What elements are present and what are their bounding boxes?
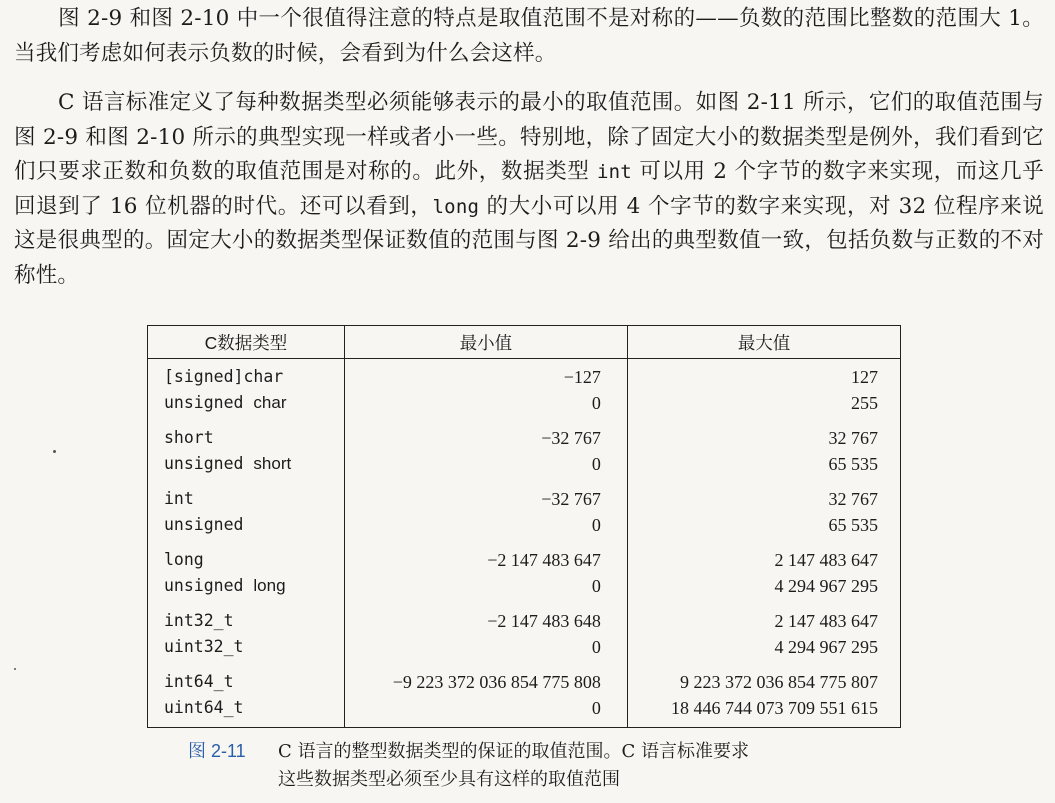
max-value: 2 147 483 647	[774, 550, 878, 570]
type-code: unsigned	[164, 393, 254, 412]
type-code: int64_t	[164, 672, 234, 691]
type-name	[164, 695, 344, 721]
caption-line-1	[188, 737, 749, 766]
figure-number: 图 2-11	[188, 741, 246, 761]
table-header-row	[148, 326, 901, 359]
type-code: unsigned	[164, 515, 244, 534]
caption-line-2: 这些数据类型必须至少具有这样的取值范围	[278, 769, 620, 790]
range-table	[147, 325, 901, 728]
header-max: 最大值	[627, 326, 900, 359]
table-row-group	[148, 665, 901, 728]
max-value: 9 223 372 036 854 775 807	[680, 672, 878, 692]
min-value: −2 147 483 648	[487, 611, 601, 631]
paragraph-1-text: 图 2-9 和图 2-10 中一个很值得注意的特点是取值范围不是对称的——负数的范围比整数的范围大 1。当我们考虑如何表示负数的时候，会看到为什么会这样。	[14, 6, 1044, 66]
type-code: uint32_t	[164, 637, 244, 656]
code-long: long	[432, 195, 480, 218]
type-code: int32_t	[164, 611, 234, 630]
max-cell	[627, 665, 900, 728]
type-name	[164, 364, 344, 390]
type-cell	[148, 482, 345, 543]
caption-text-1: C 语言的整型数据类型的保证的取值范围。C 语言标准要求	[278, 741, 749, 762]
type-code: unsigned	[164, 454, 254, 473]
max-value: 32 767	[828, 489, 878, 509]
code-int: int	[596, 161, 632, 183]
type-name	[164, 425, 344, 451]
type-code: uint64_t	[164, 698, 244, 717]
max-cell	[627, 543, 900, 604]
min-value: 0	[591, 698, 601, 718]
table-row-group	[148, 482, 901, 543]
min-value: −127	[563, 367, 601, 387]
max-cell	[627, 421, 900, 482]
max-value: 65 535	[828, 454, 878, 474]
min-cell	[344, 543, 627, 604]
type-name	[164, 669, 344, 695]
min-value: −32 767	[541, 489, 601, 509]
type-cell	[148, 665, 345, 728]
max-cell	[627, 604, 900, 665]
max-value: 2 147 483 647	[774, 611, 878, 631]
max-value: 18 446 744 073 709 551 615	[671, 698, 878, 718]
type-code: long	[164, 550, 204, 569]
min-cell	[344, 482, 627, 543]
min-cell	[344, 665, 627, 728]
max-value: 32 767	[828, 428, 878, 448]
type-name	[164, 390, 344, 416]
scan-speck	[14, 668, 16, 670]
max-cell	[627, 482, 900, 543]
max-value: 255	[851, 393, 878, 413]
min-value: 0	[591, 637, 601, 657]
header-min: 最小值	[344, 326, 627, 359]
table-row-group	[148, 543, 901, 604]
type-code: int	[164, 489, 194, 508]
min-value: 0	[591, 576, 601, 596]
max-value: 127	[851, 367, 878, 387]
type-cell	[148, 421, 345, 482]
type-name	[164, 486, 344, 512]
table-row-group	[148, 421, 901, 482]
paragraph-2-text-a: C 语言标准定义了每种数据类型必须能够表示的最小的取值范围。如图 2-11 所示，它们的取值范围与图 2-9 和图 2-10 所示的典型实现一样或者小一些。特别地，除了固定大小的数据类型是例外，我们看到它们只要求正数和负数的取值范围是对称的。此外，数据类型	[14, 90, 1044, 184]
paragraph-2-text-b: 可以用 2 个字节的数字来实现，而这几乎回退到了 16 位机器的时代。还可以看到，	[14, 159, 1044, 219]
range-table-container	[147, 325, 901, 728]
type-word: long	[253, 576, 286, 595]
type-name	[164, 573, 344, 599]
type-name	[164, 547, 344, 573]
type-word: short	[253, 454, 292, 473]
max-value: 4 294 967 295	[774, 576, 878, 596]
type-cell	[148, 604, 345, 665]
min-value: 0	[591, 393, 601, 413]
type-code: short	[164, 428, 214, 447]
type-name	[164, 634, 344, 660]
min-value: 0	[591, 515, 601, 535]
table-row-group	[148, 604, 901, 665]
header-type: C数据类型	[148, 326, 345, 359]
type-name	[164, 451, 344, 477]
table-row-group	[148, 359, 901, 422]
type-name	[164, 608, 344, 634]
min-value: −9 223 372 036 854 775 808	[392, 672, 601, 692]
min-cell	[344, 604, 627, 665]
table-body	[148, 359, 901, 728]
scan-speck	[53, 450, 56, 453]
paragraph-1	[14, 2, 1044, 71]
type-word: char	[253, 393, 287, 412]
min-value: −32 767	[541, 428, 601, 448]
type-cell	[148, 543, 345, 604]
min-value: 0	[591, 454, 601, 474]
max-cell	[627, 359, 900, 422]
min-cell	[344, 421, 627, 482]
type-name	[164, 512, 344, 538]
max-value: 65 535	[828, 515, 878, 535]
min-cell	[344, 359, 627, 422]
max-value: 4 294 967 295	[774, 637, 878, 657]
type-cell	[148, 359, 345, 422]
type-code: [signed]char	[164, 367, 284, 386]
paragraph-2	[14, 86, 1044, 293]
type-code: unsigned	[164, 576, 254, 595]
min-value: −2 147 483 647	[487, 550, 601, 570]
paragraph-2-text-c: 的大小可以用 4 个字节的数字来实现，对 32 位程序来说这是很典型的。固定大小的数据类型保证数值的范围与图 2-9 给出的典型数值一致，包括负数与正数的不对称性。	[14, 193, 1044, 288]
figure-caption	[188, 737, 749, 794]
